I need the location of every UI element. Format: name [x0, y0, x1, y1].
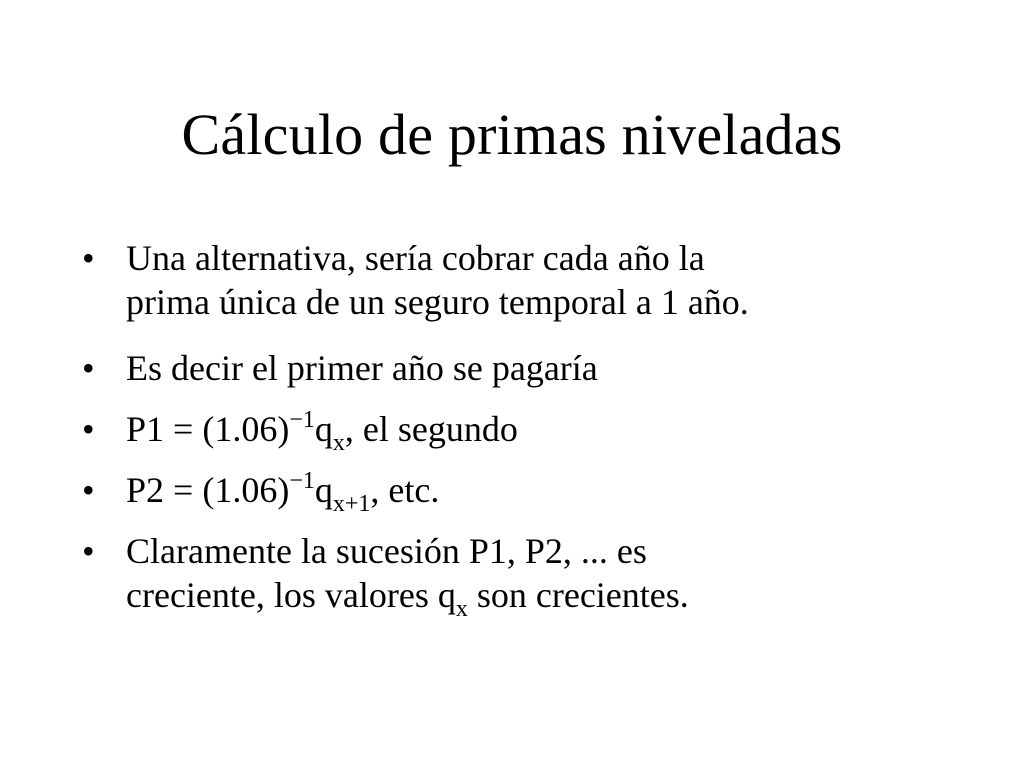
bullet-glyph: • [82, 470, 95, 510]
bullet-item-5-line-2 [126, 573, 962, 622]
formula-p1 [126, 407, 962, 456]
bullet-item-5 [82, 529, 962, 622]
bullet-item-1-line-2: prima única de un seguro temporal a 1 año. [126, 282, 749, 322]
formula-p1-subscript: x [332, 430, 345, 456]
formula-p2-variable: q [314, 470, 333, 510]
formula-p1-variable: q [314, 409, 333, 449]
bullet-item-2-line-1: Es decir el primer año se pagaría [126, 348, 598, 388]
bullet-item-3 [82, 407, 962, 456]
bullet-glyph: • [82, 409, 95, 449]
bullet-glyph: • [82, 348, 95, 388]
formula-p1-base: P1 = (1.06) [126, 409, 290, 449]
bullet-list [82, 236, 962, 634]
formula-p2 [126, 468, 962, 517]
formula-p2-subscript: x+1 [332, 491, 371, 517]
bullet-item-1 [82, 236, 962, 324]
bullet-item-2 [82, 346, 962, 390]
formula-p1-exponent: −1 [289, 407, 315, 433]
bullet-item-5-line-2-start: creciente, los valores q [126, 575, 456, 615]
formula-p2-base: P2 = (1.06) [126, 470, 290, 510]
bullet-glyph: • [82, 531, 95, 571]
formula-p2-exponent: −1 [289, 468, 315, 494]
bullet-item-1-line-1: Una alternativa, sería cobrar cada año la [126, 238, 705, 278]
bullet-item-5-subscript: x [455, 596, 468, 622]
formula-p1-tail: , el segundo [344, 409, 518, 449]
bullet-item-4 [82, 468, 962, 517]
bullet-glyph: • [82, 238, 95, 278]
bullet-item-5-line-2-end: son crecientes. [467, 575, 689, 615]
slide-title: Cálculo de primas niveladas [181, 102, 843, 167]
bullet-item-5-line-1: Claramente la sucesión P1, P2, ... es [126, 531, 647, 571]
formula-p2-tail: , etc. [370, 470, 440, 510]
